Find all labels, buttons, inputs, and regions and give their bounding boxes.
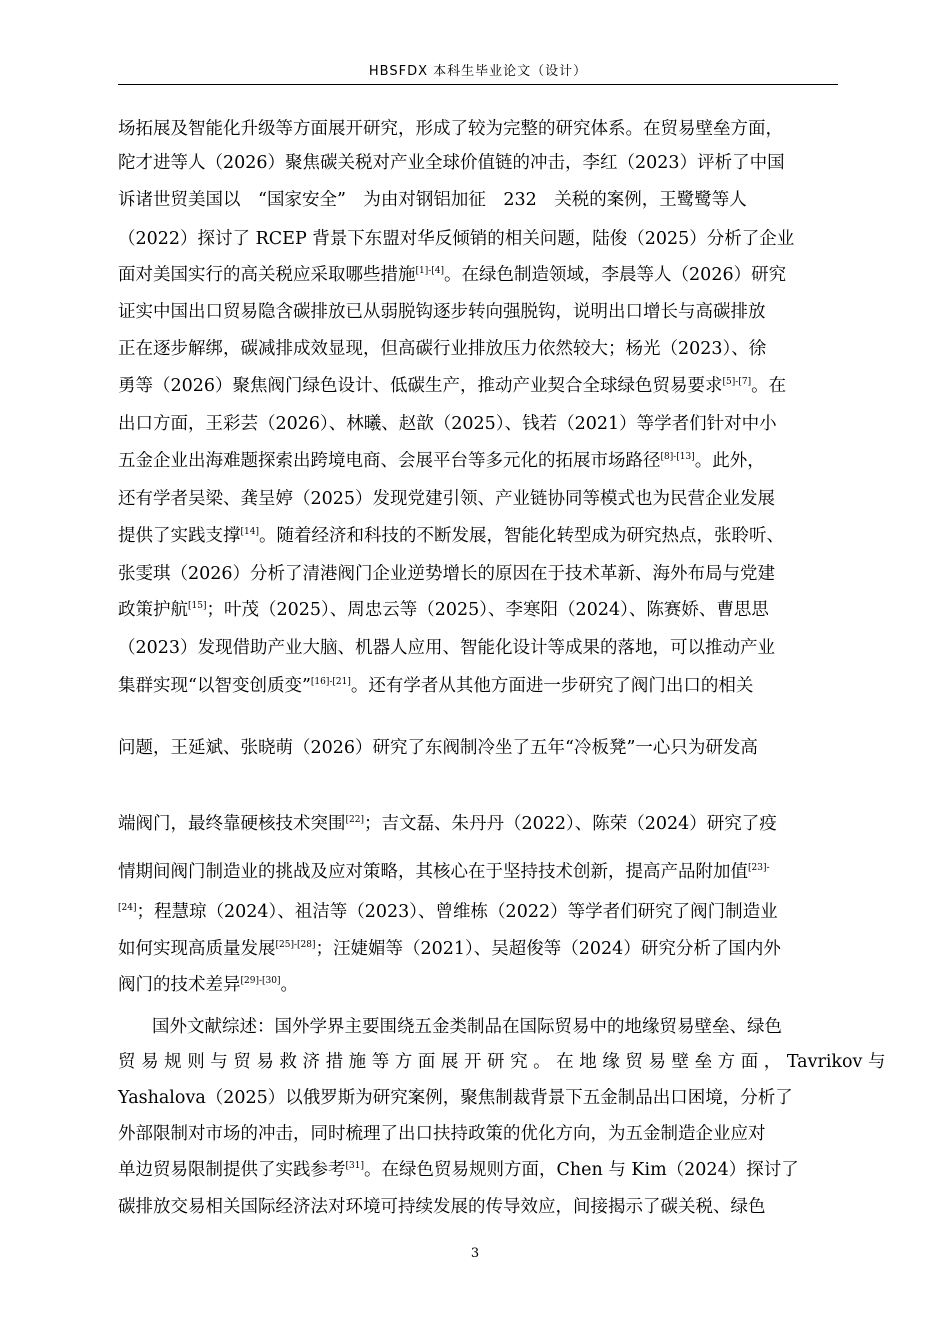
- text-segment: ；叶茂（2025）、周忠云等（2025）、李寒阳（2024）、陈赛娇、曹思思: [206, 600, 769, 620]
- text-segment: 证实中国出口贸易隐含碳排放已从弱脱钩逐步转向强脱钩，说明出口增长与高碳排放: [118, 302, 766, 322]
- citation-ref: [14]: [240, 527, 259, 538]
- text-line: [118, 449, 765, 473]
- text-segment: 。在: [751, 376, 787, 396]
- text-segment: 。还有学者从其他方面进一步研究了阀门出口的相关: [350, 676, 754, 696]
- text-segment: 单边贸易限制提供了实践参考: [118, 1160, 346, 1180]
- text-line: [118, 263, 786, 287]
- text-segment: 。随着经济和科技的不断发展，智能化转型成为研究热点，张聆听、: [258, 526, 784, 546]
- text-line: [118, 1158, 799, 1182]
- text-line: [118, 1050, 886, 1074]
- text-line: [118, 374, 786, 398]
- text-segment: 集群实现“以智变创质变”: [118, 676, 311, 696]
- header-rule: [118, 84, 838, 85]
- text-segment: 诉诸世贸美国以 “国家安全” 为由对钢铝加征 232 关税的案例，王鹭鹭等人: [118, 190, 747, 210]
- text-segment: 出口方面，王彩芸（2026）、林曦、赵歆（2025）、钱若（2021）等学者们针对中小: [118, 414, 777, 434]
- text-segment: 。: [280, 975, 298, 995]
- citation-ref: [22]: [345, 815, 364, 826]
- text-segment: 政策护航: [118, 600, 188, 620]
- text-segment: Yashalova（2025）以俄罗斯为研究案例，聚焦制裁背景下五金制品出口困境，分析了: [118, 1088, 793, 1108]
- text-segment: 外部限制对市场的冲击，同时梳理了出口扶持政策的优化方向，为五金制造企业应对: [118, 1124, 766, 1144]
- text-line: [118, 812, 777, 836]
- text-line: [118, 1086, 793, 1110]
- text-line: [118, 674, 753, 698]
- text-segment: 还有学者吴梁、龚呈婷（2025）发现党建引领、产业链协同等模式也为民营企业发展: [118, 489, 776, 509]
- text-segment: 陀才进等人（2026）聚焦碳关税对产业全球价值链的冲击，李红（2023）评析了中国: [118, 153, 785, 173]
- text-line: [118, 1122, 766, 1146]
- text-segment: 场拓展及智能化升级等方面展开研究，形成了较为完整的研究体系。在贸易壁垒方面，: [118, 119, 783, 139]
- citation-ref: [24]: [118, 903, 137, 914]
- text-segment: （2022）探讨了 RCEP 背景下东盟对华反倾销的相关问题，陆俊（2025）分析了企业: [118, 229, 795, 249]
- text-segment: ；汪婕媚等（2021）、吴超俊等（2024）研究分析了国内外: [315, 939, 781, 959]
- text-segment: 。在绿色制造领域，李晨等人（2026）研究: [444, 265, 787, 285]
- text-line: [118, 598, 769, 622]
- citation-ref: [16]-[21]: [310, 677, 351, 688]
- citation-ref: [25]-[28]: [275, 940, 316, 951]
- text-line: [118, 860, 770, 884]
- text-segment: 情期间阀门制造业的挑战及应对策略，其核心在于坚持技术创新，提高产品附加值: [118, 862, 748, 882]
- text-segment: 五金企业出海难题探索出跨境电商、会展平台等多元化的拓展市场路径: [118, 451, 661, 471]
- text-segment: 阀门的技术差异: [118, 975, 241, 995]
- text-segment: 碳排放交易相关国际经济法对环境可持续发展的传导效应，间接揭示了碳关税、绿色: [118, 1197, 766, 1217]
- text-line: [118, 151, 785, 175]
- text-segment: 如何实现高质量发展: [118, 939, 276, 959]
- text-line: [118, 300, 766, 324]
- citation-ref: [5]-[7]: [722, 377, 752, 388]
- text-segment: 国外文献综述：国外学界主要围绕五金类制品在国际贸易中的地缘贸易壁垒、绿色: [152, 1017, 782, 1037]
- text-segment: 。此外，: [694, 451, 765, 471]
- text-line: [118, 188, 747, 212]
- text-segment: 端阀门，最终靠硬核技术突围: [118, 814, 346, 834]
- text-line: [118, 337, 766, 361]
- text-line: [118, 412, 777, 436]
- citation-ref: [1]-[4]: [415, 266, 445, 277]
- citation-ref: [23]-: [748, 863, 770, 874]
- text-line: [118, 636, 775, 660]
- text-line: [118, 562, 775, 586]
- text-segment: 张雯琪（2026）分析了清港阀门企业逆势增长的原因在于技术革新、海外布局与党建: [118, 564, 776, 584]
- text-segment: ；程慧琼（2024）、祖洁等（2023）、曾维栋（2022）等学者们研究了阀门制造业: [136, 902, 778, 922]
- text-line: [118, 1195, 766, 1219]
- citation-ref: [29]-[30]: [240, 976, 281, 987]
- text-segment: 贸 易 规 则 与 贸 易 救 济 措 施 等 方 面 展 开 研 究 。 在 地 缘 贸 易 壁 垒 方 面 ， Tavrikov 与: [118, 1052, 886, 1072]
- text-line: [118, 900, 778, 924]
- text-segment: 勇等（2026）聚焦阀门绿色设计、低碳生产，推动产业契合全球绿色贸易要求: [118, 376, 723, 396]
- text-line: [118, 736, 758, 760]
- text-line: [118, 524, 784, 548]
- text-line: [118, 937, 781, 961]
- citation-ref: [31]: [345, 1161, 364, 1172]
- citation-ref: [8]-[13]: [660, 452, 695, 463]
- text-line: [118, 227, 794, 251]
- text-segment: ；吉文磊、朱丹丹（2022）、陈荣（2024）研究了疫: [363, 814, 777, 834]
- text-segment: 提供了实践支撑: [118, 526, 241, 546]
- page-number: 3: [470, 1246, 480, 1261]
- text-segment: （2023）发现借助产业大脑、机器人应用、智能化设计等成果的落地，可以推动产业: [118, 638, 776, 658]
- text-line: [118, 117, 783, 141]
- text-segment: 问题，王延斌、张晓萌（2026）研究了东阀制冷坐了五年“冷板凳”一心只为研发高: [118, 738, 758, 758]
- text-line: [152, 1015, 782, 1039]
- text-segment: 面对美国实行的高关税应采取哪些措施: [118, 265, 416, 285]
- text-line: [118, 487, 775, 511]
- text-segment: 。在绿色贸易规则方面，Chen 与 Kim（2024）探讨了: [363, 1160, 799, 1180]
- citation-ref: [15]: [188, 601, 207, 612]
- text-line: [118, 973, 298, 997]
- running-header: HBSFDX 本科生毕业论文（设计）: [368, 64, 588, 79]
- text-segment: 正在逐步解绑，碳减排成效显现，但高碳行业排放压力依然较大；杨光（2023）、徐: [118, 339, 767, 359]
